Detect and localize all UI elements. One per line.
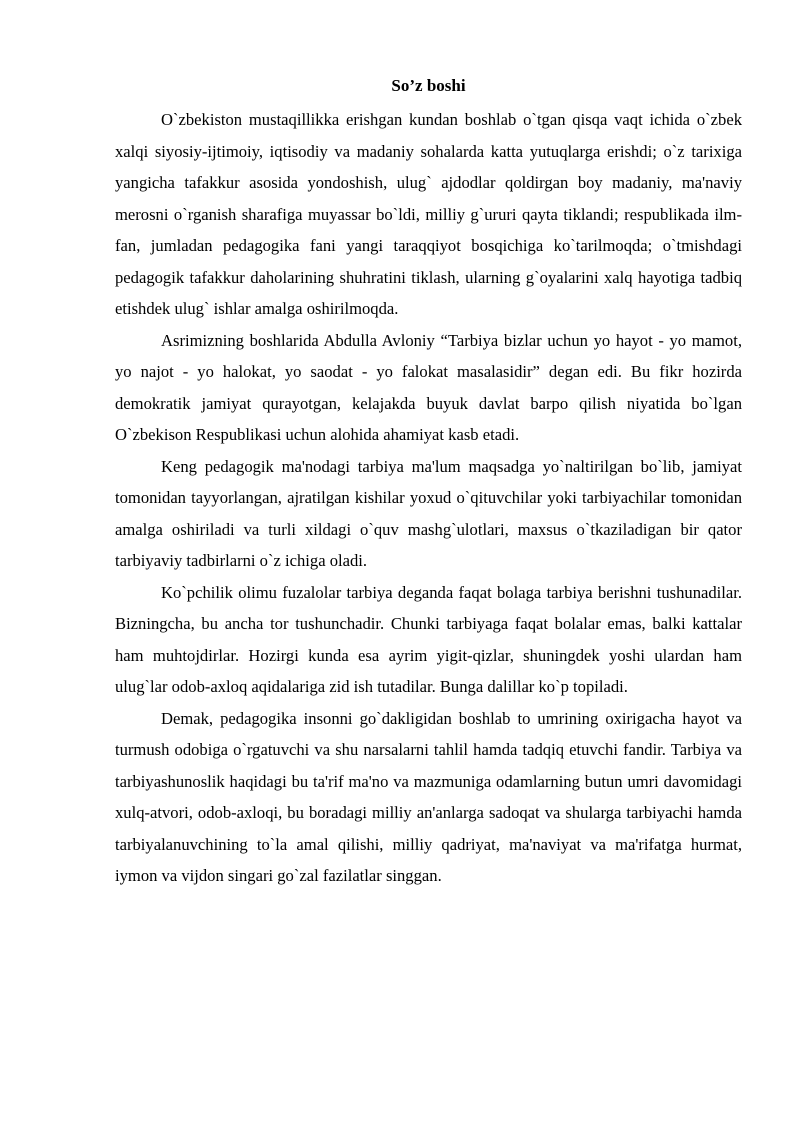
document-title: So’z boshi bbox=[391, 76, 466, 95]
paragraph-4: Ko`pchilik olimu fuzalolar tarbiya deganda faqat bolaga tarbiya berishni tushunadilar. Bizningcha, bu ancha tor tushunchadir. Chunki tarbiyaga faqat bolalar emas, balki kattalar ham muhtojdirlar. Hozirgi kunda esa ayrim yigit-qizlar, shuningdek yoshi ulardan ham ulug`lar odob-axloq aqidalariga zid ish tutadilar. Bunga dalillar ko`p topiladi. bbox=[115, 582, 742, 696]
paragraph-5: Demak, pedagogika insonni go`dakligidan boshlab to umrining oxirigacha hayot va turmush odobiga o`rgatuvchi va shu narsalarni tahlil hamda tadqiq etuvchi fandir. Tarbiya va tarbiyashunoslik haqidagi bu ta'rif ma'no va mazmuniga odamlarning butun umri davomidagi xulq-atvori, odob-axloqi, bu boradagi milliy an'anlarga sadoqat va shularga tarbiyachi hamda tarbiyalanuvchining to`la amal qilishi, milliy qadriyat, ma'naviyat va ma'rifatga hurmat, iymon va vijdon singari go`zal fazilatlar singgan. bbox=[115, 708, 742, 885]
document-body bbox=[115, 72, 742, 892]
paragraph-3: Keng pedagogik ma'nodagi tarbiya ma'lum maqsadga yo`naltirilgan bo`lib, jamiyat tomonidan tayyorlangan, ajratilgan kishilar yoxud o`qituvchilar yoki tarbiyachilar tomonidan amalga oshiriladi va turli xildagi o`quv mashg`ulotlari, maxsus o`tkaziladigan bir qator tarbiyaviy tadbirlarni o`z ichiga oladi. bbox=[115, 456, 742, 570]
paragraph-2: Asrimizning boshlarida Abdulla Avloniy “Tarbiya bizlar uchun yo hayot - yo mamot, yo najot - yo halokat, yo saodat - yo falokat masalasidir” degan edi. Bu fikr hozirda demokratik jamiyat qurayotgan, kelajakda buyuk davlat barpo qilish niyatida bo`lgan O`zbekison Respublikasi uchun alohida ahamiyat kasb etadi. bbox=[115, 330, 742, 444]
paragraph-1: O`zbekiston mustaqillikka erishgan kundan boshlab o`tgan qisqa vaqt ichida o`zbek xalqi siyosiy-ijtimoiy, iqtisodiy va madaniy sohalarda katta yutuqlarga erishdi; o`z tarixiga yangicha tafakkur asosida yondoshish, ulug` ajdodlar qoldirgan boy madaniy, ma'naviy merosni o`rganish sharafiga muyassar bo`ldi, milliy g`ururi qayta tiklandi; respublikada ilm-fan, jumladan pedagogika fani yangi taraqqiyot bosqichiga ko`tarilmoqda; o`tmishdagi pedagogik tafakkur daholarining shuhratini tiklash, ularning g`oyalarini xalq hayotiga tadbiq etishdek ulug` ishlar amalga oshirilmoqda. bbox=[115, 110, 742, 318]
